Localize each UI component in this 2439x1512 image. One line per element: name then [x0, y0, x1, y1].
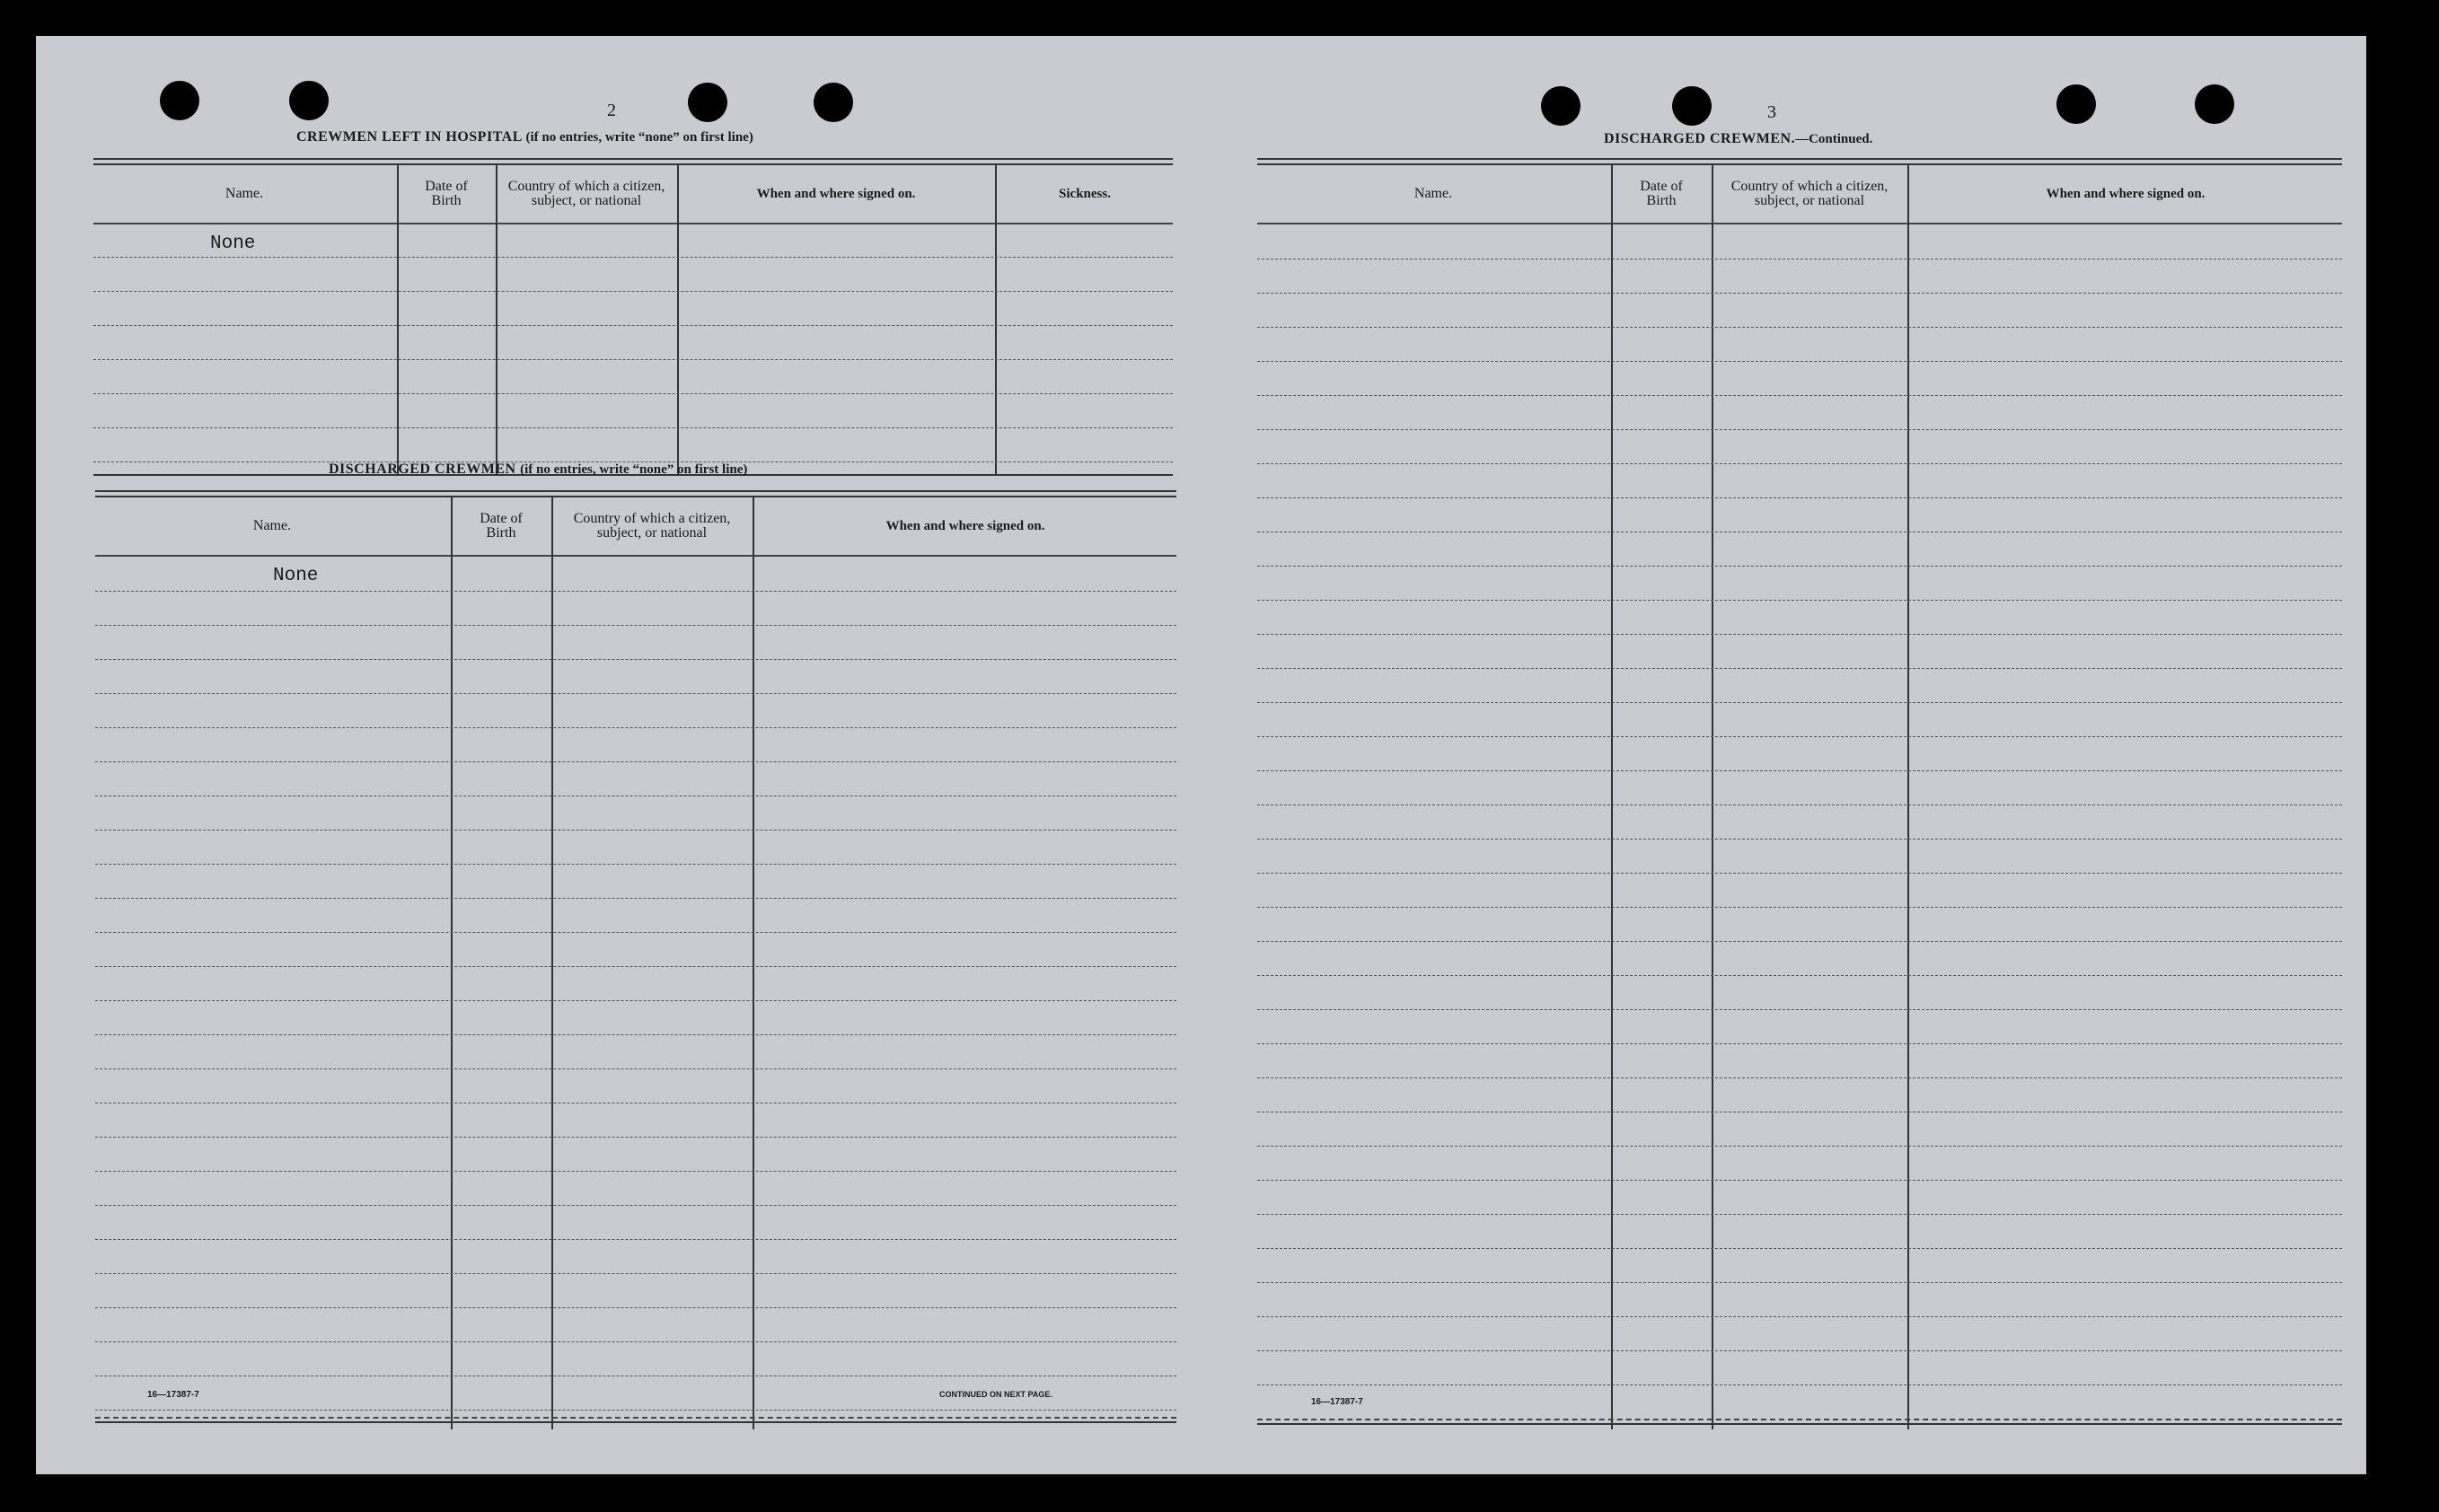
entry-line — [95, 693, 1176, 694]
entry-line — [1257, 463, 2342, 464]
entry-line — [1257, 1214, 2342, 1215]
entry-line — [95, 1068, 1176, 1069]
entry-line — [93, 257, 1173, 258]
col-header-name: Name. — [252, 518, 292, 533]
entry-line — [1257, 429, 2342, 430]
entry-line — [1257, 293, 2342, 294]
discharged-title-text: DISCHARGED CREWMEN — [329, 462, 516, 477]
table-top-rule — [1257, 158, 2342, 165]
entry-line — [1257, 668, 2342, 669]
continued-title-suffix: —Continued. — [1795, 132, 1873, 146]
entry-line — [95, 966, 1176, 967]
entry-line — [95, 1307, 1176, 1308]
col-header-name: Name. — [1413, 186, 1453, 201]
col-divider — [397, 163, 399, 476]
punch-hole-icon — [2056, 84, 2096, 124]
col-divider — [551, 496, 553, 1429]
page-number-right: 3 — [1767, 102, 1776, 122]
hospital-first-entry: None — [210, 233, 256, 254]
col-header-country: Country of which a citizen, subject, or national — [507, 179, 665, 208]
entry-line — [95, 727, 1176, 728]
entry-line — [1257, 566, 2342, 567]
punch-hole-icon — [2195, 84, 2234, 124]
col-divider — [677, 163, 679, 476]
punch-hole-icon — [688, 83, 727, 122]
entry-line — [1257, 497, 2342, 498]
col-divider — [1907, 163, 1909, 1429]
table-top-rule — [95, 490, 1176, 497]
col-header-signed: When and where signed on. — [756, 187, 916, 201]
entry-line — [93, 359, 1173, 360]
entry-line — [95, 1205, 1176, 1206]
entry-line — [95, 1034, 1176, 1035]
col-divider — [995, 163, 997, 476]
col-divider — [753, 496, 754, 1429]
continued-note: CONTINUED ON NEXT PAGE. — [939, 1390, 1052, 1399]
entry-line — [95, 1171, 1176, 1172]
entry-line — [1257, 1282, 2342, 1283]
page-number-left: 2 — [607, 101, 616, 120]
discharged-section-title — [329, 462, 747, 478]
col-header-country: Country of which a citizen, subject, or national — [573, 511, 731, 541]
entry-line — [1257, 941, 2342, 942]
discharged-table-left — [95, 490, 1176, 1433]
table-top-rule — [93, 158, 1173, 165]
header-underline — [93, 223, 1173, 224]
table-bottom-rule — [1257, 1419, 2342, 1425]
entry-line — [1257, 600, 2342, 601]
entry-line — [1257, 702, 2342, 703]
entry-line — [95, 659, 1176, 660]
hospital-instruction: (if no entries, write “none” on first line) — [525, 130, 753, 145]
hospital-title-text: CREWMEN LEFT IN HOSPITAL — [296, 129, 523, 145]
entry-line — [1257, 327, 2342, 328]
col-header-dob: Date of Birth — [480, 511, 523, 541]
col-header-dob: Date of Birth — [1640, 179, 1683, 208]
entry-line — [1257, 873, 2342, 874]
entry-line — [95, 1239, 1176, 1240]
punch-hole-icon — [1541, 86, 1581, 126]
entry-line — [1257, 1350, 2342, 1351]
entry-line — [1257, 1077, 2342, 1078]
hospital-section-title — [296, 129, 753, 145]
entry-line — [1257, 770, 2342, 771]
header-underline — [95, 555, 1176, 557]
entry-line — [95, 1000, 1176, 1001]
punch-hole-icon — [814, 83, 853, 122]
entry-line — [93, 393, 1173, 394]
col-divider — [496, 163, 497, 476]
entry-line — [95, 932, 1176, 933]
punch-hole-icon — [160, 81, 199, 120]
form-number-right: 16—17387-7 — [1311, 1397, 1363, 1407]
entry-line — [95, 898, 1176, 899]
punch-hole-icon — [289, 81, 329, 120]
entry-line — [95, 1410, 1176, 1411]
entry-line — [1257, 907, 2342, 908]
col-divider — [1611, 163, 1613, 1429]
entry-line — [93, 325, 1173, 326]
table-bottom-rule — [95, 1417, 1176, 1423]
header-underline — [1257, 223, 2342, 224]
entry-line — [1257, 804, 2342, 805]
entry-line — [93, 291, 1173, 292]
col-divider — [1712, 163, 1713, 1429]
entry-line — [1257, 395, 2342, 396]
entry-line — [93, 427, 1173, 428]
col-header-country: Country of which a citizen, subject, or national — [1730, 179, 1889, 208]
entry-line — [1257, 736, 2342, 737]
entry-line — [1257, 839, 2342, 840]
continued-title-text: DISCHARGED CREWMEN. — [1604, 131, 1796, 146]
entry-line — [95, 625, 1176, 626]
entry-line — [1257, 1248, 2342, 1249]
entry-line — [1257, 361, 2342, 362]
entry-line — [95, 1341, 1176, 1342]
col-header-name: Name. — [225, 186, 264, 201]
entry-line — [95, 830, 1176, 831]
entry-line — [1257, 1009, 2342, 1010]
col-header-signed: When and where signed on. — [885, 519, 1045, 533]
hospital-table — [93, 158, 1173, 478]
entry-line — [1257, 975, 2342, 976]
entry-line — [95, 591, 1176, 592]
form-number-left: 16—17387-7 — [147, 1390, 199, 1400]
continued-section-title — [1604, 131, 1872, 147]
entry-line — [1257, 1316, 2342, 1317]
entry-line — [1257, 1146, 2342, 1147]
document-sheet — [36, 36, 2366, 1474]
entry-line — [95, 1273, 1176, 1274]
punch-hole-icon — [1672, 86, 1712, 126]
entry-line — [95, 1137, 1176, 1138]
entry-line — [95, 864, 1176, 865]
discharged-instruction: (if no entries, write “none” on first line) — [520, 462, 748, 477]
col-divider — [451, 496, 453, 1429]
entry-line — [95, 761, 1176, 762]
discharged-first-entry: None — [273, 566, 319, 586]
col-header-dob: Date of Birth — [425, 179, 468, 208]
col-header-signed: When and where signed on. — [2046, 187, 2206, 201]
discharged-table-right — [1257, 158, 2342, 1433]
entry-line — [1257, 634, 2342, 635]
entry-line — [1257, 1180, 2342, 1181]
col-header-sickness: Sickness. — [1059, 187, 1111, 201]
entry-line — [1257, 1043, 2342, 1044]
